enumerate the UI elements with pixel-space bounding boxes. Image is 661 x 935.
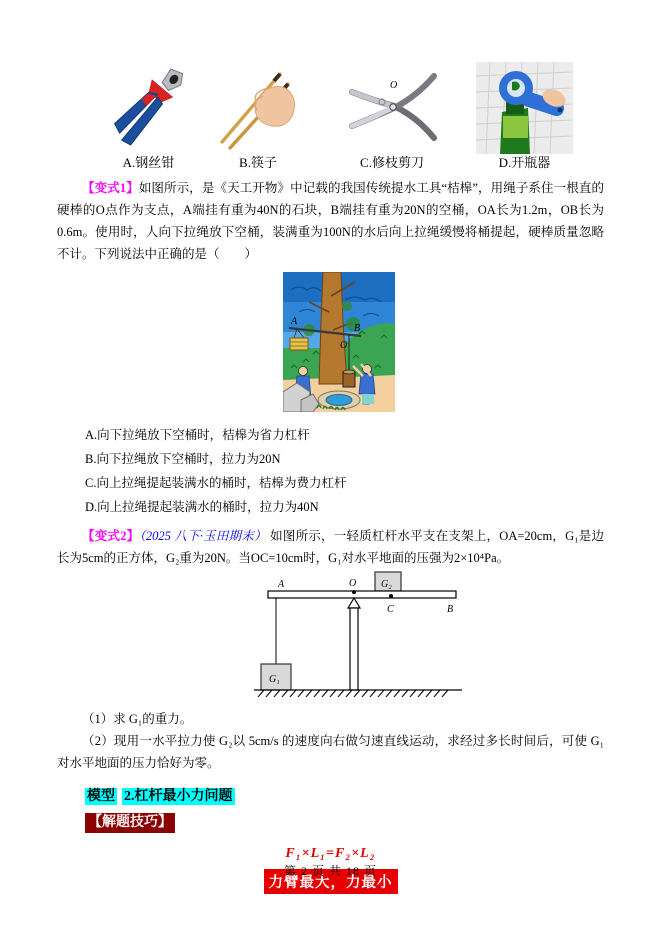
problem2-tag: 【变式2】 — [82, 529, 140, 543]
problem1-text: 如图所示，是《天工开物》中记载的我国传统提水工具“桔槔”，用绳子系住一根直的硬棒的O点作为支点，A端挂有重为40N的石块，B端挂有重为20N的空桶，OA长为1.2m，OB长为0.6m。使用时，人向下拉绳放下空桶，装满重为100N的水后向上拉绳缓慢将桶提起，硬棒质量忽略不计。下列说法中正确的是（ ） — [57, 181, 604, 261]
tool-label-opener: D.开瓶器 — [498, 155, 551, 170]
option-a: A.向下拉绳放下空桶时，桔槔为省力杠杆 — [85, 428, 310, 442]
tool-label-chopsticks: B.筷子 — [239, 155, 277, 170]
page-content — [0, 62, 661, 894]
problem2-source: （2025 八下·玉田期末） — [139, 529, 267, 543]
diagram-label-b: B — [446, 604, 453, 615]
diagram-label-g2: G₂ — [380, 579, 392, 590]
chopsticks-image — [208, 62, 308, 154]
problem2-question-1: （1）求 G₁的重力。 — [82, 712, 193, 726]
problem2-paragraph — [57, 525, 604, 569]
tool-label-shears: C.修枝剪刀 — [360, 155, 424, 170]
tool-pliers — [101, 62, 196, 171]
lever-tools-figure — [57, 62, 604, 171]
tool-opener — [476, 62, 573, 171]
well-label-b: B — [353, 323, 360, 334]
well-sweep-figure — [283, 272, 395, 417]
option-b: B.向下拉绳放下空桶时，拉力为20N — [85, 452, 281, 466]
technique-badge: 【解题技巧】 — [85, 813, 175, 833]
model-heading — [85, 788, 604, 806]
shears-image — [342, 62, 442, 154]
diagram-label-o: O — [348, 578, 356, 589]
page-footer: 第 2 页 共 18 页 — [283, 864, 377, 878]
pliers-image — [101, 62, 196, 154]
diagram-label-g1: G₁ — [268, 674, 280, 685]
problem2-question-2: （2）现用一水平拉力使 G₂以 5cm/s 的速度向右做匀速直线运动，求经过多长时间后，可使 G₁对水平地面的压力恰好为零。 — [57, 734, 604, 770]
option-d: D.向上拉绳提起装满水的桶时，拉力为40N — [85, 500, 319, 514]
lever-formula: F₁×L₁=F₂×L₂ — [285, 846, 376, 861]
model-heading-prefix: 模型 — [87, 789, 115, 804]
problem1-paragraph — [57, 177, 604, 265]
diagram-label-a: A — [277, 579, 284, 590]
tool-chopsticks — [208, 62, 308, 171]
opener-image — [476, 62, 573, 154]
conclusion-text: 力臂最大，力最小 — [264, 869, 398, 894]
shears-pivot-label: O — [390, 80, 398, 91]
problem2-text: 如图所示，一轻质杠杆水平支在支架上，OA=20cm，G₁是边长为5cm的正方体，G₂重为20N。当OC=10cm时，G₁对水平地面的压强为2×10⁴Pa。 — [57, 529, 604, 565]
problem1-tag: 【变式1】 — [82, 181, 139, 195]
well-label-a: A — [290, 316, 297, 327]
problem1-options — [57, 423, 604, 519]
option-c: C.向上拉绳提起装满水的桶时，桔槔为费力杠杆 — [85, 476, 347, 490]
model-heading-rest: 2.杠杆最小力问题 — [124, 789, 233, 804]
technique-badge-line — [85, 813, 604, 833]
tool-shears — [342, 62, 442, 171]
diagram-label-c: C — [386, 604, 394, 615]
tool-label-pliers: A.钢丝钳 — [122, 155, 175, 170]
well-label-o: O — [339, 340, 347, 351]
lever-diagram-figure — [254, 571, 464, 702]
